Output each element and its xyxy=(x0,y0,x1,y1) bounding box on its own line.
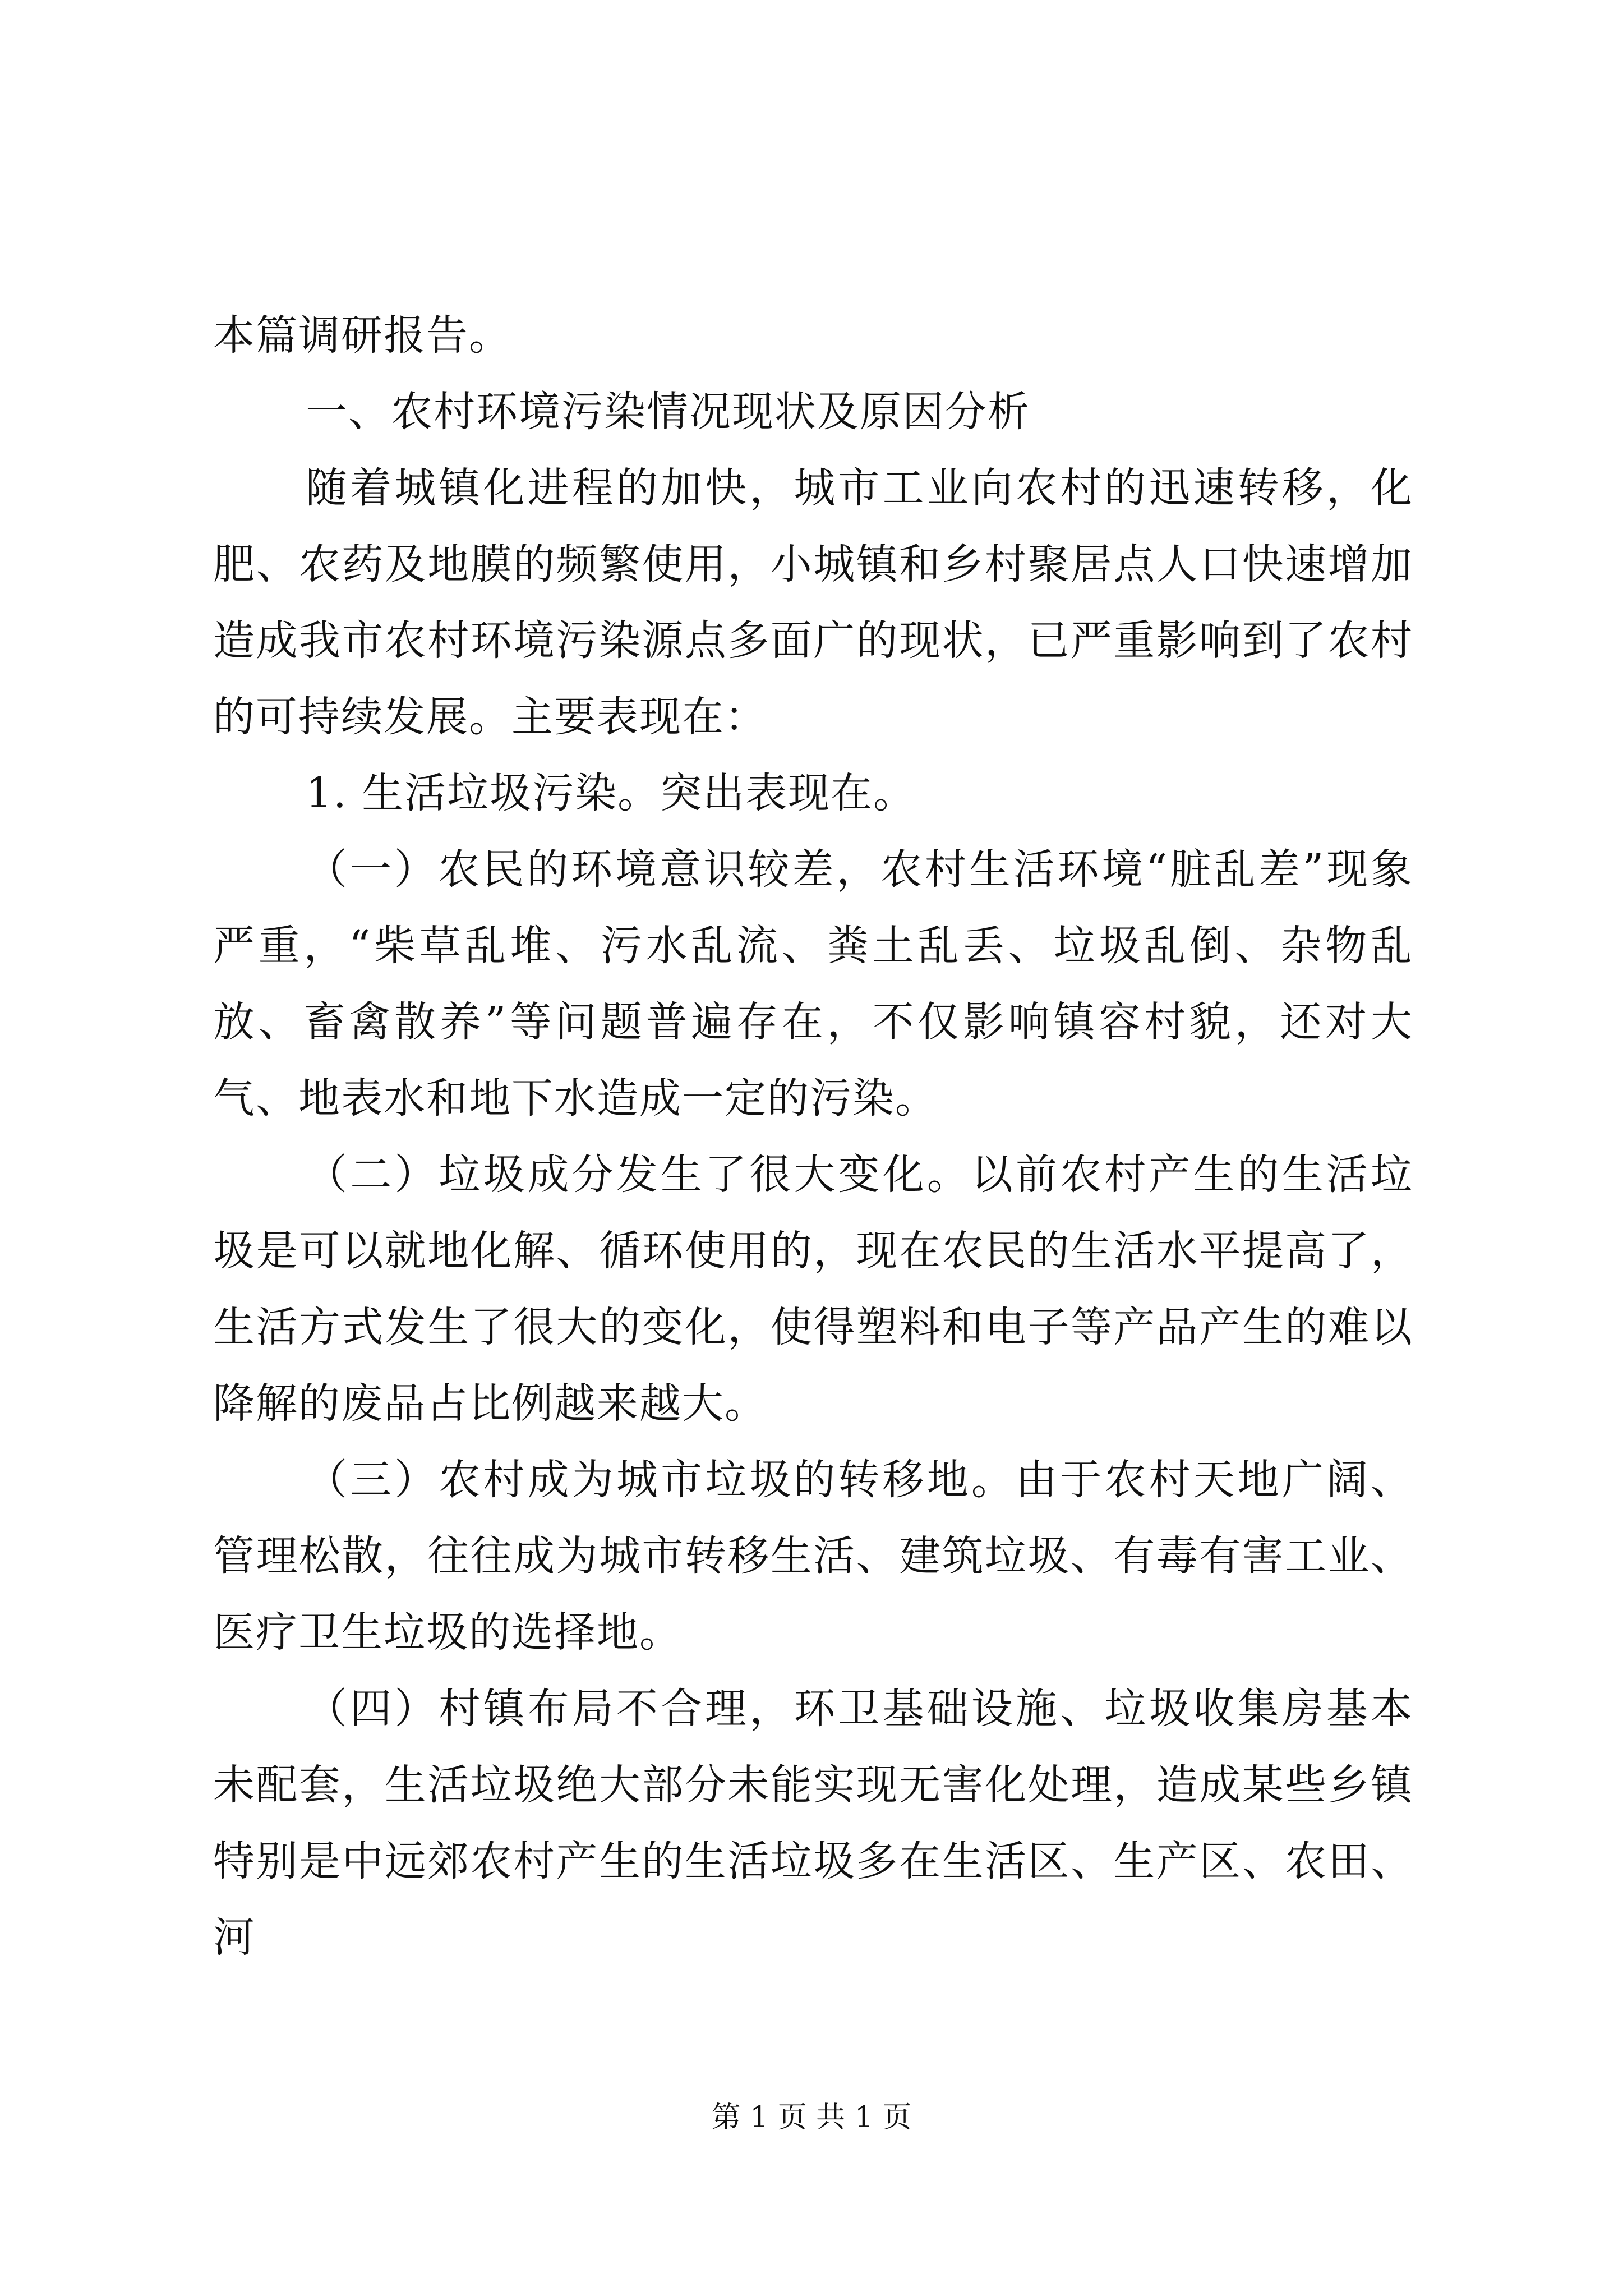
section-heading: 一、农村环境污染情况现状及原因分析 xyxy=(306,388,1030,436)
document-body xyxy=(213,297,1413,1976)
paragraph-overview: 随着城镇化进程的加快，城市工业向农村的迅速转移，化肥、农药及地膜的频繁使用，小城镇和乡村聚居点人口快速增加造成我市农村环境污染源点多面广的现状，已严重影响到了农村的可持续发展。主要表现在： xyxy=(213,464,1413,741)
paragraph-item-3: （三）农村成为城市垃圾的转移地。由于农村天地广阔、管理松散，往往成为城市转移生活、建筑垃圾、有毒有害工业、医疗卫生垃圾的选择地。 xyxy=(213,1456,1413,1657)
subheading-household-waste: 1. 生活垃圾污染。突出表现在。 xyxy=(306,769,916,817)
paragraph-intro-ending: 本篇调研报告。 xyxy=(213,311,511,360)
paragraph-item-2: （二）垃圾成分发生了很大变化。以前农村产生的生活垃圾是可以就地化解、循环使用的，现在农民的生活水平提高了，生活方式发生了很大的变化，使得塑料和电子等产品产生的难以降解的废品占比例越来越大。 xyxy=(213,1151,1413,1428)
page-number-footer: 第 1 页 共 1 页 xyxy=(711,2101,912,2134)
paragraph-item-1: （一）农民的环境意识较差，农村生活环境“脏乱差”现象严重，“柴草乱堆、污水乱流、粪土乱丢、垃圾乱倒、杂物乱放、畜禽散养”等问题普遍存在，不仅影响镇容村貌，还对大气、地表水和地下水造成一定的污染。 xyxy=(213,845,1413,1122)
paragraph-item-4: （四）村镇布局不合理，环卫基础设施、垃圾收集房基本未配套，生活垃圾绝大部分未能实现无害化处理，造成某些乡镇特别是中远郊农村产生的生活垃圾多在生活区、生产区、农田、河 xyxy=(213,1685,1413,1962)
